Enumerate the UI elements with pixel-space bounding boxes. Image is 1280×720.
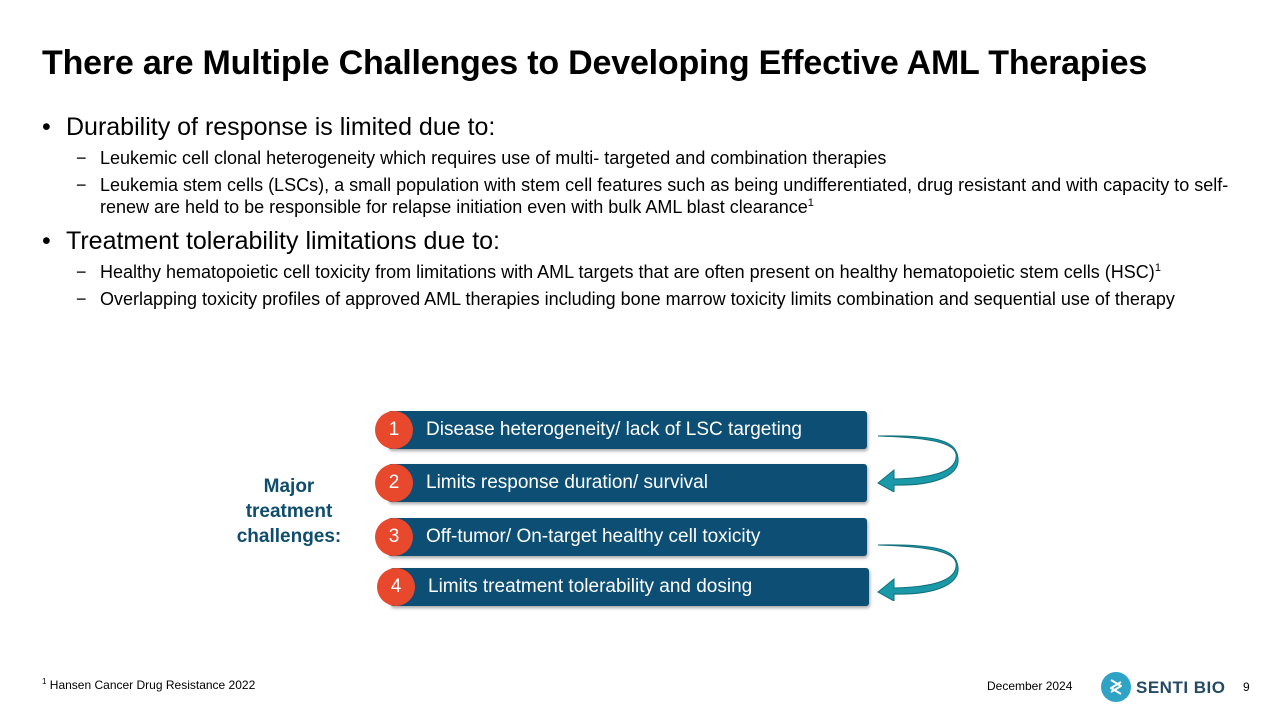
sub-bullet-item	[42, 147, 1252, 169]
sub-bullet-text: Leukemia stem cells (LSCs), a small population with stem cell features such as being undifferentiated, drug resistant and with capacity to self-renew are held to be responsible for relapse initiation even with bulk AML blast clearance	[100, 175, 1229, 217]
bullet-item	[42, 226, 1252, 256]
challenge-bar-4	[390, 568, 869, 606]
challenge-bar-1	[388, 411, 867, 449]
dash-marker: −	[76, 289, 87, 309]
bullet-dot: •	[42, 227, 51, 255]
sub-bullet-item	[42, 288, 1252, 310]
sub-bullet-item	[42, 174, 1252, 218]
challenges-label: Major treatment challenges:	[236, 476, 342, 547]
challenge-text: Limits treatment tolerability and dosing	[428, 576, 753, 597]
bullet-group-durability	[42, 112, 1252, 218]
senti-bio-logo-icon	[1100, 671, 1132, 703]
footnote-ref: 1	[1154, 262, 1161, 274]
number-badge-2: 2	[375, 464, 413, 502]
curved-arrow-icon	[872, 541, 964, 601]
number-badge-3: 3	[375, 518, 413, 556]
slide-title: There are Multiple Challenges to Developing Effective AML Therapies	[42, 44, 1148, 82]
challenge-text: Limits response duration/ survival	[426, 472, 708, 493]
page-number: 9	[1243, 680, 1250, 694]
bullet-list	[42, 110, 1252, 310]
number-badge-1: 1	[375, 411, 413, 449]
challenge-text: Disease heterogeneity/ lack of LSC targeting	[426, 419, 802, 440]
sub-bullet-text: Leukemic cell clonal heterogeneity which requires use of multi- targeted and combination therapies	[100, 148, 887, 168]
dash-marker: −	[76, 148, 87, 168]
dash-marker: −	[76, 262, 87, 282]
sub-bullet-item	[42, 261, 1252, 283]
bullet-dot: •	[42, 113, 51, 141]
challenge-bar-3	[388, 518, 867, 556]
footer-date: December 2024	[987, 679, 1073, 693]
curved-arrow-icon	[872, 432, 964, 492]
footnote-marker: 1	[42, 677, 47, 686]
challenge-bar-2	[388, 464, 867, 502]
logo-wordmark: SENTI BIO	[1136, 678, 1226, 697]
bullet-text: Durability of response is limited due to:	[66, 113, 496, 141]
sub-bullet-text: Healthy hematopoietic cell toxicity from limitations with AML targets that are often present on healthy hematopoietic stem cells (HSC)	[100, 262, 1155, 282]
footnote-ref: 1	[807, 197, 814, 209]
challenge-text: Off-tumor/ On-target healthy cell toxicity	[426, 526, 761, 547]
bullet-text: Treatment tolerability limitations due to:	[66, 227, 500, 255]
footnote-text: Hansen Cancer Drug Resistance 2022	[49, 678, 256, 692]
sub-bullet-text: Overlapping toxicity profiles of approved AML therapies including bone marrow toxicity limits combination and sequential use of therapy	[100, 289, 1175, 309]
bullet-group-tolerability	[42, 226, 1252, 310]
number-badge-4: 4	[377, 568, 415, 606]
bullet-item	[42, 112, 1252, 142]
dash-marker: −	[76, 175, 87, 195]
footnote	[42, 678, 255, 692]
